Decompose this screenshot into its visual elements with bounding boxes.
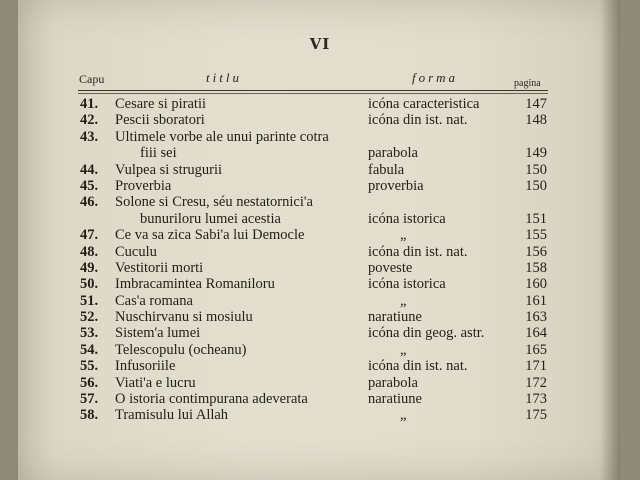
entry-number: 46. [80,194,99,211]
entry-title: Nuschirvanu si mosiulu [115,309,253,326]
entry-title: Infusoriile [115,358,176,375]
entry-title: Pescii sboratori [115,112,205,129]
entry-page: 158 [525,259,547,276]
toc-row [0,227,640,243]
entry-form: „ [400,341,407,358]
entry-page: 172 [525,374,547,391]
entry-form: „ [400,292,407,309]
entry-title: Ultimele vorbe ale unui parinte cotra [115,128,329,145]
entry-title: Cas'a romana [115,292,193,309]
entry-number: 45. [80,177,99,194]
entry-number: 47. [80,227,99,244]
entry-title: Cesare si piratii [115,96,207,112]
entry-page: 150 [525,177,547,194]
entry-form: icóna istorica [368,210,446,227]
entry-form: fabula [368,161,405,178]
entry-title: Solone si Cresu, séu nestatornici'a [115,194,313,211]
entry-title: bunuriloru lumei acestia [140,210,281,227]
toc-row [0,211,640,227]
entry-number: 42. [80,112,99,129]
entry-number: 51. [80,292,99,309]
entry-form: naratiune [368,391,422,408]
entry-title: Sistem'a lumei [115,325,201,342]
entry-page: 156 [525,243,547,260]
entry-number: 49. [80,259,99,276]
entry-title: Imbracamintea Romaniloru [115,276,275,293]
entry-page: 160 [525,276,547,293]
toc-row [0,309,640,325]
toc-row [0,260,640,276]
entry-title: Viati'a e lucru [115,374,196,391]
entry-title: O istoria contimpurana adeverata [115,391,308,408]
entry-title: Vestitorii morti [115,259,204,276]
entry-page: 173 [525,391,547,408]
toc-row [0,194,640,210]
entry-page: 148 [525,112,547,129]
toc-row [0,391,640,407]
entry-number: 52. [80,309,99,326]
entry-title: Tramisulu lui Allah [115,407,229,424]
header-forma: forma [412,70,459,85]
entry-title: Telescopulu (ocheanu) [115,341,247,358]
toc-row [0,96,640,112]
entry-title: Proverbia [115,177,172,194]
table-of-contents [0,96,640,424]
entry-page: 155 [525,227,547,244]
entry-form: „ [400,407,407,424]
toc-row [0,325,640,341]
entry-form: icóna istorica [368,276,446,293]
entry-title: Ce va sa zica Sabi'a lui Democle [115,227,305,244]
toc-row [0,293,640,309]
header-rule [78,90,548,91]
toc-row [0,162,640,178]
entry-page: 147 [525,96,547,112]
toc-row [0,342,640,358]
header-titlu: titlu [206,70,242,85]
entry-page: 149 [525,145,547,162]
entry-title: fiii sei [140,145,177,162]
entry-form: icóna din ist. nat. [368,358,468,375]
entry-number: 44. [80,161,99,178]
entry-number: 58. [80,407,99,424]
entry-page: 150 [525,161,547,178]
header-pagina: pagina [514,78,541,89]
entry-form: icóna caracteristica [368,96,480,112]
toc-row [0,407,640,423]
entry-form: naratiune [368,309,422,326]
entry-number: 54. [80,341,99,358]
entry-form: „ [400,227,407,244]
entry-number: 55. [80,358,99,375]
entry-form: proverbia [368,177,424,194]
entry-title: Cuculu [115,243,157,260]
entry-page: 165 [525,341,547,358]
entry-page: 175 [525,407,547,424]
toc-row [0,112,640,128]
entry-form: poveste [368,259,413,276]
entry-form: parabola [368,145,418,162]
entry-form: icóna din ist. nat. [368,112,468,129]
page-number: VI [309,35,331,53]
toc-row [0,276,640,292]
toc-row [0,129,640,145]
entry-number: 43. [80,128,99,145]
toc-row [0,145,640,161]
entry-page: 163 [525,309,547,326]
toc-row [0,244,640,260]
entry-form: icóna din geog. astr. [368,325,485,342]
entry-form: icóna din ist. nat. [368,243,468,260]
entry-number: 57. [80,391,99,408]
header-capu: Capu [79,72,105,86]
entry-number: 53. [80,325,99,342]
entry-number: 56. [80,374,99,391]
entry-number: 50. [80,276,99,293]
entry-page: 161 [525,292,547,309]
entry-title: Vulpea si strugurii [115,161,223,178]
entry-number: 41. [80,96,99,112]
header-rule-thin [78,93,548,94]
entry-form: parabola [368,374,418,391]
entry-page: 164 [525,325,547,342]
toc-row [0,358,640,374]
entry-number: 48. [80,243,99,260]
entry-page: 151 [525,210,547,227]
toc-row [0,178,640,194]
entry-page: 171 [525,358,547,375]
toc-row [0,375,640,391]
